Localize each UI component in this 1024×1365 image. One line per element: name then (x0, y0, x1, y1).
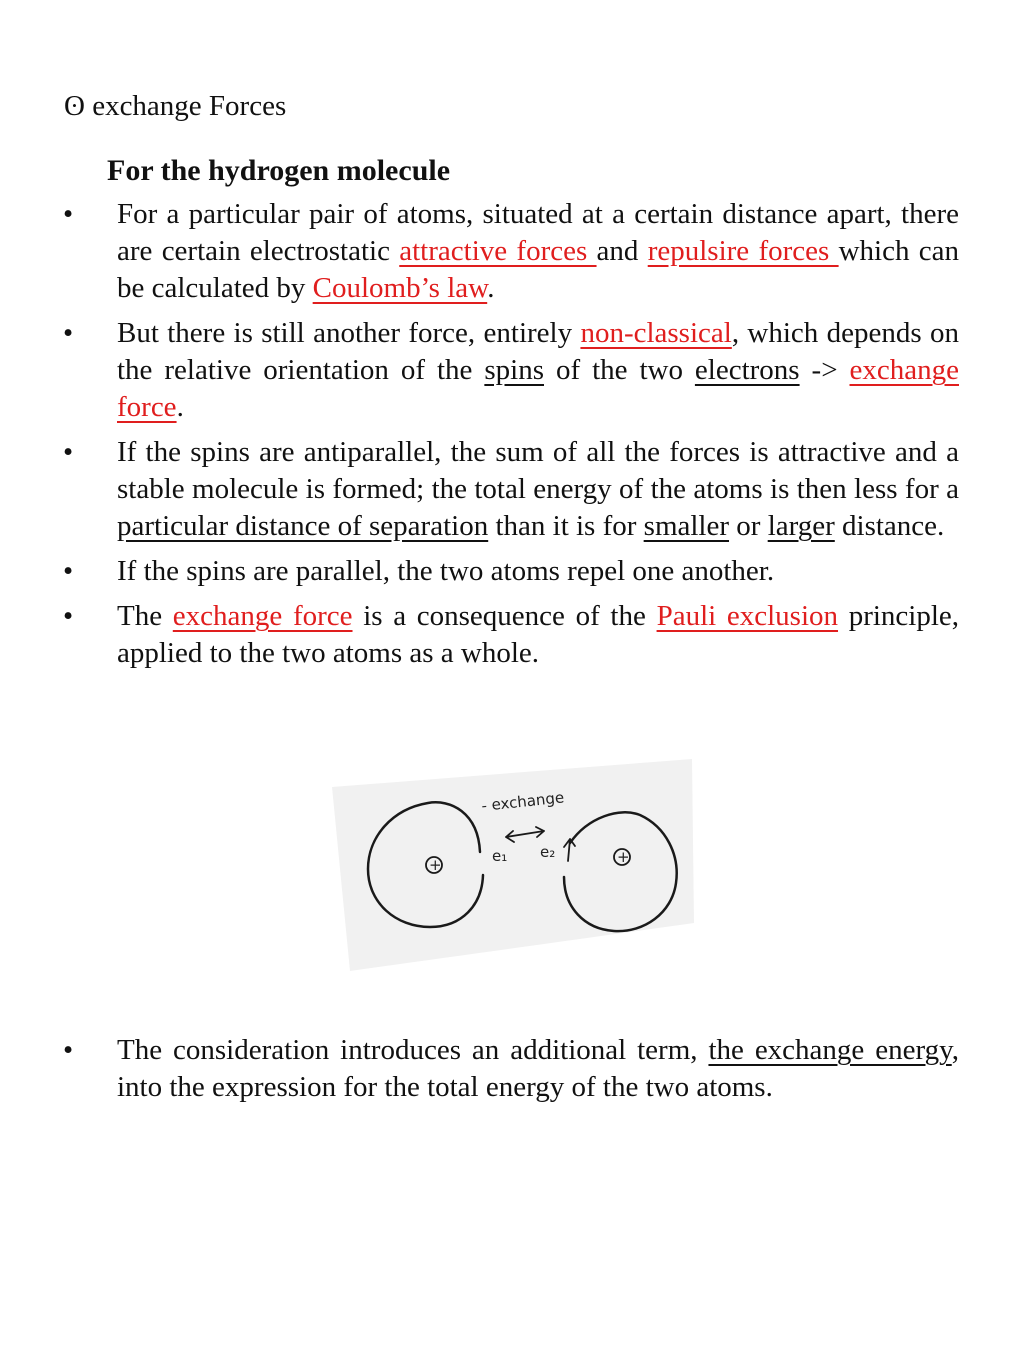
bullet-non-classical-force (0, 315, 959, 426)
term-exchange-energy: the exchange energy (708, 1034, 952, 1066)
term-particular-distance: particular distance of separation (117, 510, 489, 542)
text: . (176, 391, 184, 423)
text: and (596, 235, 648, 267)
text: . (487, 272, 495, 304)
term-attractive-forces: attractive forces (399, 235, 597, 267)
bullet-pauli-exclusion (0, 598, 959, 672)
term-non-classical: non-classical (580, 317, 732, 349)
text: The (117, 600, 173, 632)
exchange-sketch-figure (330, 757, 696, 973)
text: or (729, 510, 768, 542)
bullet-dot: • (63, 317, 74, 349)
bullet-dot: • (63, 1034, 74, 1066)
term-larger: larger (767, 510, 835, 542)
term-exchange-force: exchange force (117, 354, 959, 423)
bullet-dot: • (63, 555, 74, 587)
slide-title: ʘ exchange Forces (64, 90, 287, 122)
sketch-paper (332, 759, 694, 971)
exchange-label: - exchange (480, 788, 565, 815)
text: is a consequence of the (352, 600, 657, 632)
text: If the spins are parallel, the two atoms repel one another. (117, 555, 775, 587)
text: But there is still another force, entirely (117, 317, 581, 349)
bullet-electrostatic-forces (0, 196, 959, 307)
text: If the spins are antiparallel, the sum of all the forces is attractive and a stable molecule is formed; the total energy of the atoms is then less for a (117, 436, 959, 505)
bullet-dot: • (63, 600, 74, 632)
term-pauli-exclusion: Pauli exclusion (656, 600, 839, 632)
text: -> (799, 354, 850, 386)
term-electrons: electrons (694, 354, 800, 386)
bullet-parallel-spins (0, 553, 959, 590)
text: distance. (834, 510, 945, 542)
term-repulsive-forces: repulsire forces (647, 235, 839, 267)
bullet-exchange-energy (0, 1032, 959, 1106)
text: of the two (544, 354, 695, 386)
text: For a particular pair of atoms, situated at a certain distance apart, there are certain electrostatic (117, 198, 959, 267)
electron-left-label: e₁ (492, 847, 508, 865)
right-nucleus-symbol: + (617, 848, 630, 866)
bullet-dot: • (63, 198, 74, 230)
term-spins: spins (484, 354, 544, 386)
text: which can be calculated by (117, 235, 960, 304)
text: The consideration introduces an additional term, (117, 1034, 709, 1066)
term-smaller: smaller (643, 510, 730, 542)
electron-right-label: e₂ (540, 843, 556, 861)
text: principle, applied to the two atoms as a whole. (117, 600, 960, 669)
bullet-dot: • (63, 436, 74, 468)
text: , into the expression for the total energy of the two atoms. (117, 1034, 959, 1103)
term-exchange-force: exchange force (172, 600, 353, 632)
text: , which depends on the relative orientation of the (117, 317, 959, 386)
subheading: For the hydrogen molecule (107, 154, 451, 187)
term-coulombs-law: Coulomb’s law (312, 272, 488, 304)
bullet-list (0, 196, 1024, 680)
bullet-list-bottom (0, 1032, 1024, 1114)
bullet-antiparallel-spins (0, 434, 959, 545)
text: than it is for (488, 510, 644, 542)
left-nucleus-symbol: + (429, 856, 442, 874)
